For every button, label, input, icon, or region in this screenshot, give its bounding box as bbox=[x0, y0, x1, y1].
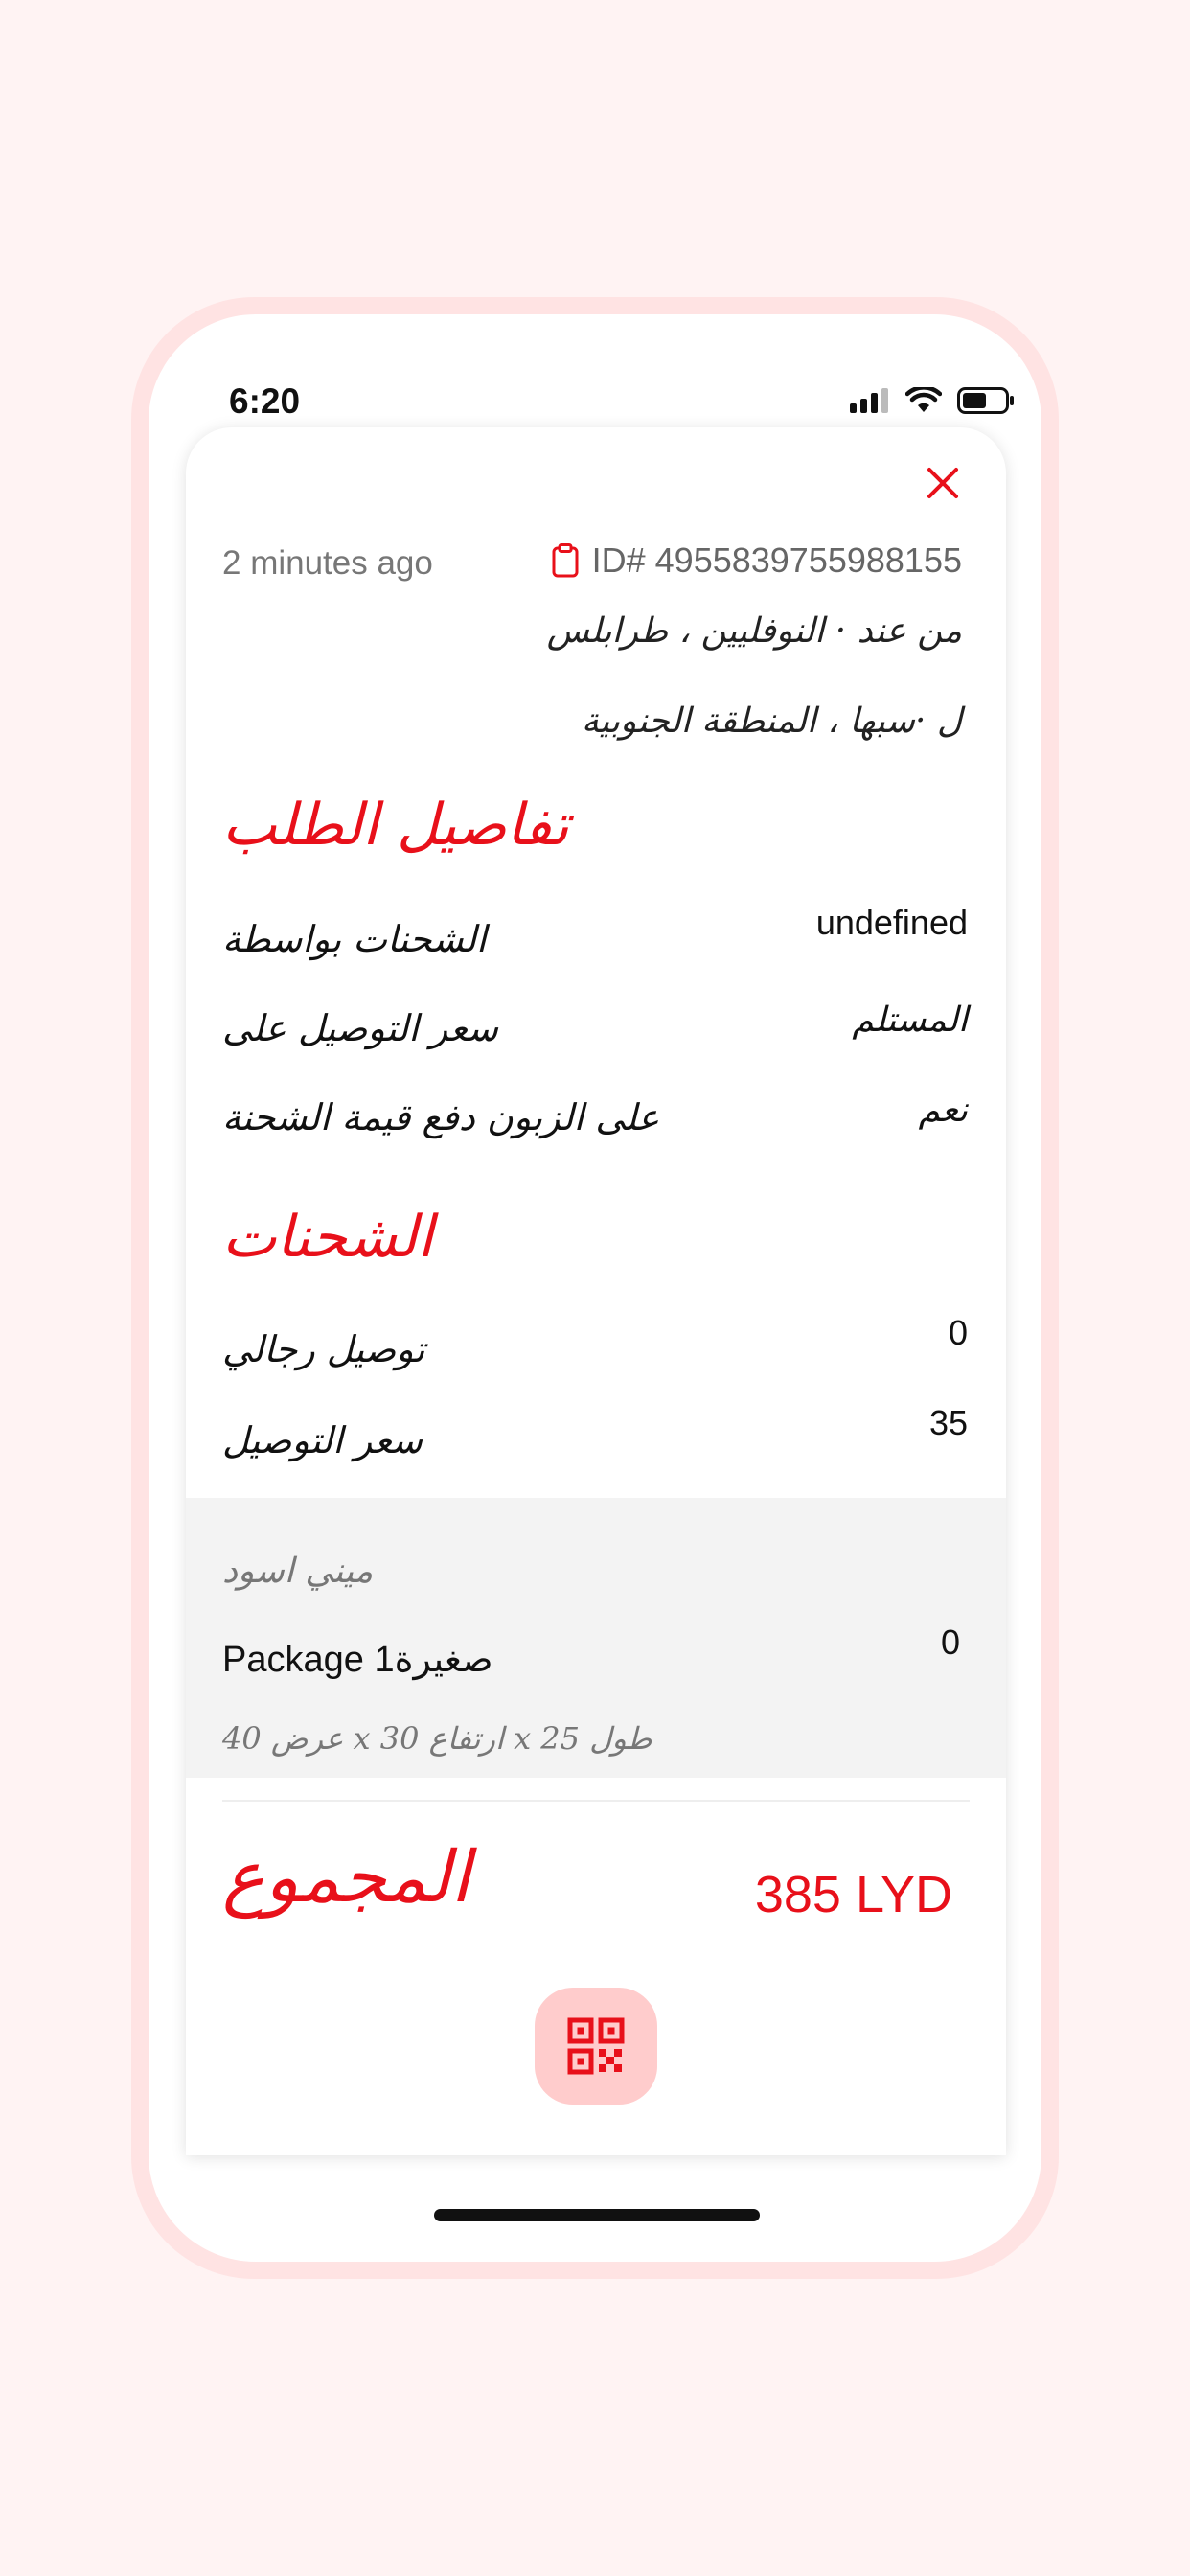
signal-icon bbox=[850, 388, 890, 413]
details-value-shipped-by: undefined bbox=[815, 903, 968, 942]
details-label-delivery-price-on: سعر التوصيل على bbox=[222, 1007, 498, 1049]
qr-code-button[interactable] bbox=[535, 1988, 657, 2104]
order-id[interactable] bbox=[552, 540, 962, 581]
package-card bbox=[186, 1498, 1006, 1778]
package-title: ميني اسود bbox=[222, 1552, 374, 1591]
details-label-shipped-by: الشحنات بواسطة bbox=[222, 918, 487, 960]
total-label: المجموع bbox=[222, 1836, 470, 1919]
close-icon[interactable] bbox=[924, 464, 962, 502]
route-to: ل ·سبها ، المنطقة الجنوبية bbox=[581, 702, 962, 741]
shipments-title: الشحنات bbox=[222, 1204, 434, 1271]
home-indicator bbox=[434, 2209, 760, 2221]
order-time-ago: 2 minutes ago bbox=[222, 544, 433, 582]
shipments-label-men-delivery: توصيل رجالي bbox=[222, 1328, 425, 1370]
status-icons bbox=[850, 381, 1015, 420]
phone-frame bbox=[131, 297, 1059, 2279]
qr-code-icon bbox=[567, 2017, 625, 2075]
package-dimensions: عرض 40 x ارتفاع 30 x طول 25 bbox=[222, 1720, 652, 1757]
ticket-zigzag-edge bbox=[186, 2131, 1006, 2155]
divider bbox=[222, 1800, 970, 1802]
battery-icon bbox=[957, 387, 1015, 414]
shipments-value-men-delivery: 0 bbox=[948, 1313, 968, 1352]
total-value: 385 LYD bbox=[754, 1866, 952, 1923]
order-id-text: ID# 4955839755988155 bbox=[591, 540, 962, 580]
details-value-customer-pays: نعم bbox=[918, 1091, 968, 1130]
clipboard-icon[interactable] bbox=[552, 543, 579, 578]
status-time: 6:20 bbox=[229, 381, 301, 421]
shipments-value-delivery-price: 35 bbox=[928, 1403, 968, 1442]
route-from: من عند · النوفليين ، طرابلس bbox=[546, 611, 962, 651]
wifi-icon bbox=[905, 387, 942, 414]
order-details-title: تفاصيل الطلب bbox=[222, 792, 569, 859]
package-quantity: 0 bbox=[940, 1622, 960, 1662]
phone-screen bbox=[149, 314, 1041, 2262]
package-name: Package 1صغيرة bbox=[222, 1640, 493, 1680]
details-value-delivery-price-on: المستلم bbox=[852, 1000, 968, 1040]
shipments-label-delivery-price: سعر التوصيل bbox=[222, 1419, 423, 1461]
details-label-customer-pays: على الزبون دفع قيمة الشحنة bbox=[222, 1096, 660, 1138]
order-ticket bbox=[186, 427, 1006, 2155]
